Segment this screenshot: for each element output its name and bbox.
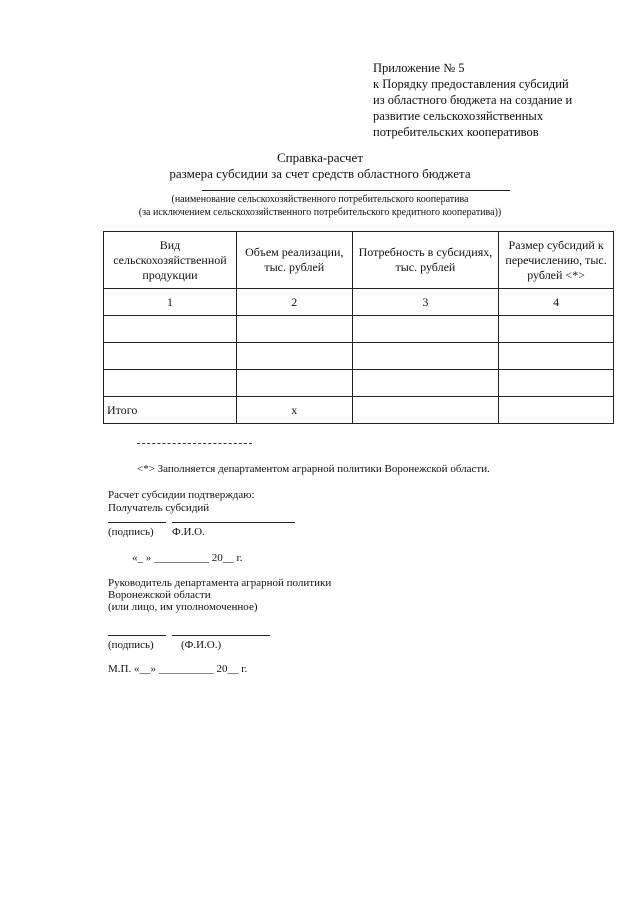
subsidy-table (103, 231, 614, 424)
table-header-cell: Потребность в субсидиях, тыс. рублей (352, 232, 499, 289)
total-label: Итого (104, 397, 237, 424)
table-cell (352, 343, 499, 370)
table-cell: 2 (236, 289, 352, 316)
footnote: <*> Заполняется департаментом аграрной политики Воронежской области. (137, 463, 490, 475)
head-sign-line (108, 635, 166, 636)
table-cell (352, 370, 499, 397)
coop-name-line (202, 190, 510, 191)
doc-subtitle: размера субсидии за счет средств областного бюджета (169, 166, 471, 181)
appendix-line: из областного бюджета на создание и (373, 93, 573, 107)
table-row (104, 343, 614, 370)
table-cell (104, 370, 237, 397)
footnote-separator (137, 443, 252, 444)
table-header-row (104, 232, 614, 289)
table-cell (104, 316, 237, 343)
head-date: М.П. «__» __________ 20__ г. (108, 663, 248, 675)
appendix-line: к Порядку предоставления субсидий (373, 77, 569, 91)
total-x: х (236, 397, 352, 424)
table-cell (499, 343, 614, 370)
head-sign-label: (подпись) (108, 639, 154, 651)
table-cell (236, 343, 352, 370)
table-cell (236, 370, 352, 397)
recipient-fio-line (172, 522, 295, 523)
recipient-confirm: Расчет субсидии подтверждаю: (108, 489, 255, 501)
table-cell (104, 343, 237, 370)
coop-note-2: (за исключением сельскохозяйственного потребительского кредитного кооператива)) (138, 207, 502, 218)
table-cell (499, 397, 614, 424)
table-number-row (104, 289, 614, 316)
table-cell (352, 316, 499, 343)
table-header-cell: Вид сельскохозяйственной продукции (104, 232, 237, 289)
head-title-1: Руководитель департамента аграрной политики (108, 577, 332, 589)
appendix-block (373, 60, 623, 140)
appendix-line: развитие сельскохозяйственных (373, 109, 544, 123)
table-row (104, 316, 614, 343)
appendix-line: потребительских кооперативов (373, 125, 539, 139)
head-fio-line (172, 635, 270, 636)
recipient-sign-line (108, 522, 166, 523)
table-cell: 3 (352, 289, 499, 316)
recipient-date: «_ » __________ 20__ г. (132, 552, 243, 564)
table-total-row (104, 397, 614, 424)
table-cell: 1 (104, 289, 237, 316)
recipient-sign-label: (подпись) (108, 526, 154, 538)
table-row (104, 370, 614, 397)
appendix-line: Приложение № 5 (373, 61, 465, 75)
table-cell: 4 (499, 289, 614, 316)
head-title-2: Воронежской области (108, 589, 211, 601)
table-cell (236, 316, 352, 343)
recipient-label: Получатель субсидий (108, 502, 210, 514)
table-cell (499, 316, 614, 343)
head-fio-label: (Ф.И.О.) (181, 639, 222, 651)
recipient-fio-label: Ф.И.О. (172, 526, 205, 538)
coop-note-1: (наименование сельскохозяйственного потребительского кооператива (171, 194, 469, 205)
doc-title: Справка-расчет (276, 150, 364, 165)
table-cell (352, 397, 499, 424)
table-cell (499, 370, 614, 397)
table-header-cell: Объем реализации, тыс. рублей (236, 232, 352, 289)
head-title-3: (или лицо, им уполномоченное) (108, 601, 258, 613)
table-header-cell: Размер субсидий к перечислению, тыс. рублей <*> (499, 232, 614, 289)
